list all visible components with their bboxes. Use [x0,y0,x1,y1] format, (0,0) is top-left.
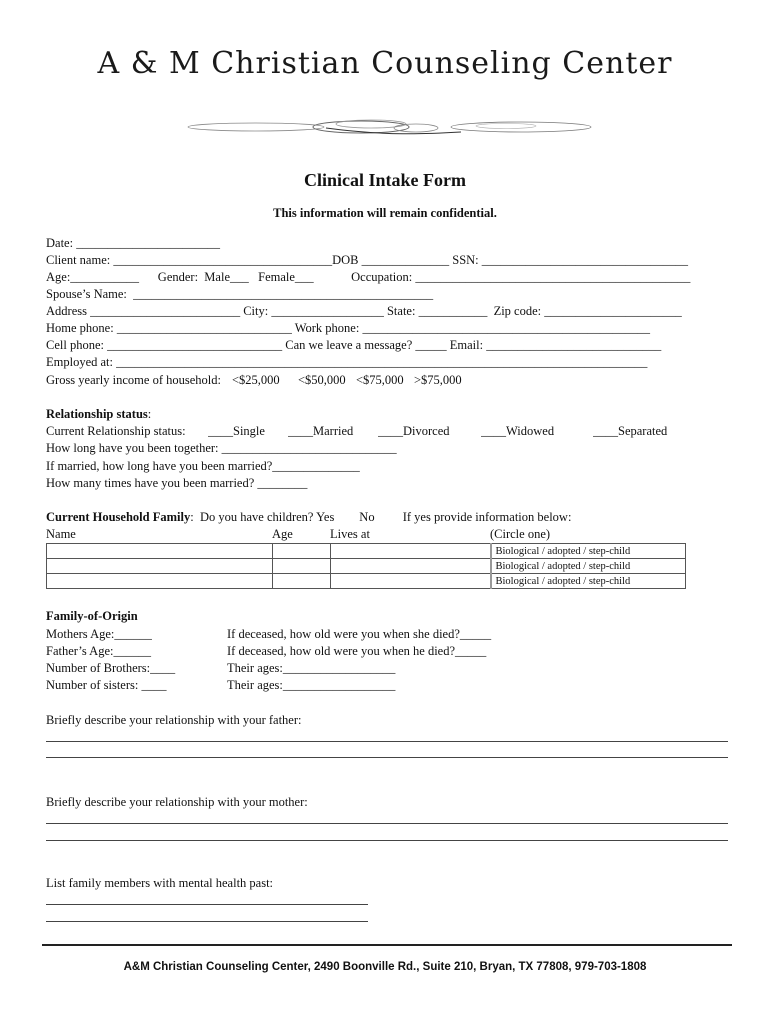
child-name-cell[interactable] [47,559,273,574]
footer-address: A&M Christian Counseling Center, 2490 Boonville Rd., Suite 210, Bryan, TX 77808, 979-703-1808 [123,961,647,973]
column-age: Age [272,527,293,541]
mental-health-label: List family members with mental health past: [46,876,274,890]
table-row [47,544,686,559]
mother-deceased-field[interactable]: If deceased, how old were you when she died?_____ [227,627,492,641]
status-option-separated[interactable]: ____Separated [593,424,668,438]
mental-health-answer-line[interactable] [46,921,368,922]
income-option[interactable]: <$25,000 [232,373,280,387]
status-option-widowed[interactable]: ____Widowed [481,424,555,438]
table-row [47,574,686,589]
mother-answer-line[interactable] [46,823,728,824]
footer-divider [42,944,732,946]
together-length-field[interactable]: How long have you been together: ____________________________ [46,441,397,455]
mothers-age-field[interactable]: Mothers Age:______ [46,627,152,641]
married-length-field[interactable]: If married, how long have you been married?______________ [46,459,360,473]
status-option-single[interactable]: ____Single [208,424,265,438]
child-relation-cell[interactable]: Biological / adopted / step-child [491,574,686,589]
father-answer-line[interactable] [46,741,728,742]
income-label: Gross yearly income of household: [46,373,221,387]
brothers-ages-field[interactable]: Their ages:__________________ [227,661,396,675]
income-option[interactable]: >$75,000 [414,373,462,387]
child-relation-cell[interactable]: Biological / adopted / step-child [491,544,686,559]
address-fields[interactable]: Address ________________________ City: __________________ State: ___________ Zip code: ______________________ [46,304,682,318]
mother-answer-line[interactable] [46,840,728,841]
children-question[interactable]: : Do you have children? Yes No If yes provide information below: [190,510,572,524]
child-name-cell[interactable] [47,574,273,589]
times-married-field[interactable]: How many times have you been married? ________ [46,476,308,490]
mother-relationship-label: Briefly describe your relationship with your mother: [46,795,308,809]
household-heading: Current Household Family [46,510,191,524]
table-row [47,559,686,574]
income-option[interactable]: <$75,000 [356,373,404,387]
child-age-cell[interactable] [273,544,331,559]
child-lives-at-cell[interactable] [331,544,491,559]
income-row [46,373,730,388]
child-relation-cell[interactable]: Biological / adopted / step-child [491,559,686,574]
age-gender-occupation-fields[interactable]: Age:___________ Gender: Male___ Female___ Occupation: ____________________________________________ [46,270,691,284]
mental-health-answer-line[interactable] [46,904,368,905]
child-age-cell[interactable] [273,559,331,574]
form-title: Clinical Intake Form [304,170,466,190]
fathers-age-field[interactable]: Father’s Age:______ [46,644,151,658]
relationship-status-row [46,424,730,439]
relationship-status-label: Current Relationship status: [46,424,186,438]
org-title: A & M Christian Counseling Center [97,46,673,81]
father-relationship-label: Briefly describe your relationship with your father: [46,713,302,727]
sisters-ages-field[interactable]: Their ages:__________________ [227,678,396,692]
column-relation: (Circle one) [490,527,551,541]
children-table [46,543,686,589]
income-option[interactable]: <$50,000 [298,373,346,387]
client-name-dob-ssn-fields[interactable]: Client name: ___________________________________DOB ______________ SSN: _________________________________ [46,253,689,267]
brothers-count-field[interactable]: Number of Brothers:____ [46,661,176,675]
column-lives-at: Lives at [330,527,370,541]
child-age-cell[interactable] [273,574,331,589]
father-answer-line[interactable] [46,757,728,758]
decorative-flourish-icon [186,114,596,140]
child-lives-at-cell[interactable] [331,574,491,589]
confidential-note: This information will remain confidential. [273,206,497,220]
phone-fields[interactable]: Home phone: ____________________________ Work phone: ______________________________________________ [46,321,650,335]
column-name: Name [46,527,76,541]
cell-email-fields[interactable]: Cell phone: ____________________________ Can we leave a message? _____ Email: ____________________________ [46,338,662,352]
children-table-header [46,527,686,542]
child-lives-at-cell[interactable] [331,559,491,574]
father-deceased-field[interactable]: If deceased, how old were you when he died?_____ [227,644,487,658]
status-option-married[interactable]: ____Married [288,424,354,438]
child-name-cell[interactable] [47,544,273,559]
sisters-count-field[interactable]: Number of sisters: ____ [46,678,167,692]
relationship-heading: Relationship status: [46,407,152,421]
employed-field[interactable]: Employed at: _____________________________________________________________________________________ [46,355,648,369]
family-origin-heading: Family-of-Origin [46,609,138,623]
status-option-divorced[interactable]: ____Divorced [378,424,450,438]
date-field[interactable]: Date: _______________________ [46,236,220,250]
household-heading-row [46,510,730,525]
spouse-name-field[interactable]: Spouse’s Name: ________________________________________________ [46,287,434,301]
